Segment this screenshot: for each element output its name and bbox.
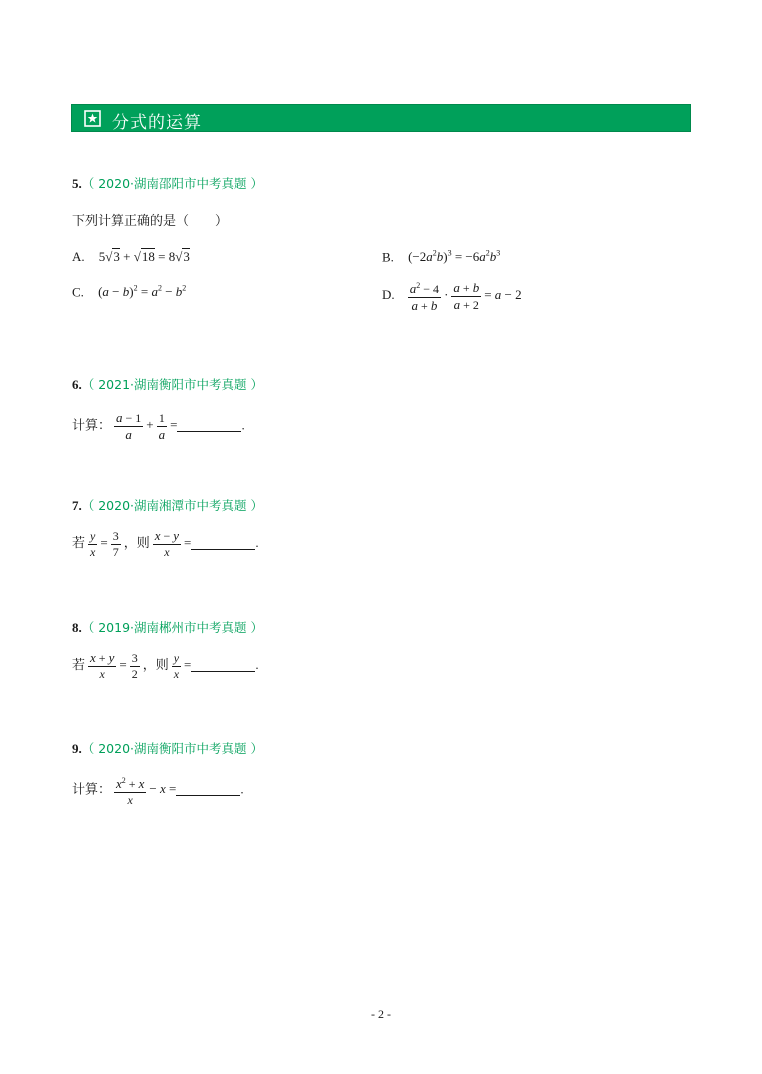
question-number: 5. (72, 176, 82, 191)
question-6-header (72, 375, 263, 393)
question-7-formula: $\frac{x - y}{x}$ = (154, 528, 192, 559)
answer-blank[interactable] (177, 419, 241, 432)
question-8-header (72, 618, 263, 636)
question-prefix: 计算： (72, 782, 112, 798)
question-source: （ 2019·湖南郴州市中考真题 ） (81, 620, 263, 635)
question-number: 6. (72, 377, 82, 392)
option-b[interactable] (382, 249, 500, 265)
question-prefix: 若 (72, 657, 86, 673)
question-connector: ，则 (142, 657, 169, 673)
question-source: （ 2020·湖南湘潭市中考真题 ） (81, 498, 263, 513)
question-8-condition: $\frac{x + y}{x}$ = $\frac{3}{2}$ (90, 650, 138, 681)
question-number: 9. (72, 741, 82, 756)
option-c-formula: $(a - b)^2 = a^2 - b^2$ (98, 284, 187, 300)
option-a[interactable] (72, 249, 190, 265)
option-c[interactable] (72, 284, 186, 300)
question-7-body: 若 $\frac{y}{x}$ = $\frac{3}{7}$ ，则 $\frac{x - y}{x}$ = . (72, 528, 259, 559)
answer-blank[interactable] (176, 783, 240, 796)
option-d-formula: $\frac{a^2 - 4}{a + b}$ · $\frac{a + b}{a + 2}$ = a − 2 (409, 279, 522, 313)
question-source: （ 2020·湖南邵阳市中考真题 ） (81, 176, 263, 191)
answer-blank[interactable] (191, 659, 255, 672)
option-d[interactable] (382, 278, 522, 314)
question-7-header (72, 496, 263, 514)
question-8-formula: $\frac{y}{x}$ = (173, 650, 192, 681)
question-number: 7. (72, 498, 82, 513)
question-9-formula: $\frac{x^2 + x}{x}$ − x = (111, 781, 176, 796)
option-b-formula: $(-2a^2b)^3 = -6a^2b^3$ (408, 249, 501, 265)
section-title: 分式的运算 (112, 113, 202, 133)
question-prefix: 计算： (72, 418, 112, 434)
question-6-body: 计算： $\frac{a - 1}{a}$ + $\frac{1}{a}$ = . (72, 410, 245, 442)
question-7-condition: $\frac{y}{x}$ = $\frac{3}{7}$ (90, 528, 119, 559)
question-6-formula: $\frac{a - 1}{a}$ + $\frac{1}{a}$ = (116, 410, 178, 442)
question-9-header (72, 739, 263, 757)
option-label: C. (72, 284, 84, 300)
option-label: B. (382, 249, 394, 265)
option-label: D. (382, 286, 395, 302)
question-source: （ 2021·湖南衡阳市中考真题 ） (81, 377, 263, 392)
question-connector: ，则 (123, 535, 150, 551)
question-prefix: 若 (72, 535, 86, 551)
question-5-prompt: 下列计算正确的是（ ） (72, 214, 229, 229)
page-number: - 2 - (371, 1007, 391, 1021)
question-8-body: 若 $\frac{x + y}{x}$ = $\frac{3}{2}$ ，则 $\frac{y}{x}$ = . (72, 650, 259, 681)
answer-blank[interactable] (191, 537, 255, 550)
bookmark-star-icon (84, 110, 101, 127)
question-number: 8. (72, 620, 82, 635)
question-9-body: 计算： $\frac{x^2 + x}{x}$ − x = . (72, 773, 244, 808)
section-header (71, 104, 691, 132)
question-source: （ 2020·湖南衡阳市中考真题 ） (81, 741, 263, 756)
option-label: A. (72, 249, 85, 264)
option-a-formula: 5√3 + √18 = 8√3 (98, 249, 190, 264)
question-5-header (72, 174, 263, 192)
